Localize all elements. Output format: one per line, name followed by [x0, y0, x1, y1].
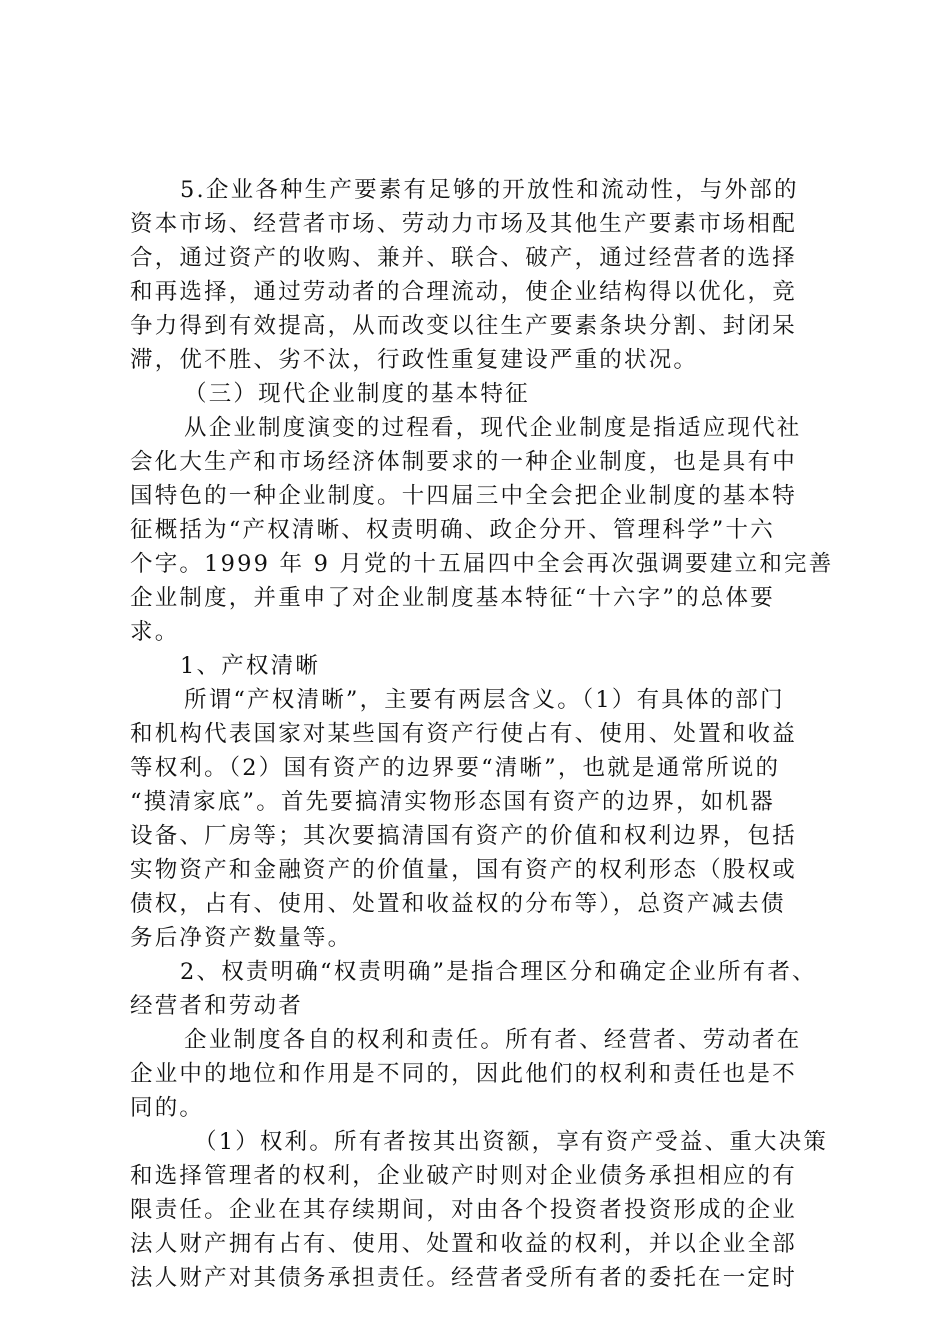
body-text [130, 173, 834, 1295]
rights-paragraph-line: 法人财产拥有占有、使用、处置和收益的权利，并以企业全部 [130, 1231, 797, 1257]
property-rights-line: 债权，占有、使用、处置和收益权的分布等），总资产减去债 [130, 891, 786, 917]
section-intro-line: 个字。1999 年 9 月党的十五届四中全会再次强调要建立和完善 [130, 551, 834, 577]
section-intro-line: 会化大生产和市场经济体制要求的一种企业制度，也是具有中 [130, 449, 797, 475]
paragraph-5-line: 和再选择，通过劳动者的合理流动，使企业结构得以优化，竞 [130, 279, 797, 305]
rights-paragraph-line: 和选择管理者的权利，企业破产时则对企业债务承担相应的有 [130, 1163, 797, 1189]
rights-responsibilities-line: 企业中的地位和作用是不同的，因此他们的权利和责任也是不 [130, 1061, 797, 1087]
property-rights-line: 设备、厂房等；其次要搞清国有资产的价值和权利边界，包括 [130, 823, 797, 849]
paragraph-5-line: 5.企业各种生产要素有足够的开放性和流动性，与外部的 [180, 177, 799, 203]
paragraph-5-line: 滞，优不胜、劣不汰，行政性重复建设严重的状况。 [130, 347, 699, 373]
paragraph-5-line: 合，通过资产的收购、兼并、联合、破产，通过经营者的选择 [130, 245, 797, 271]
property-rights-line: 等权利。（2）国有资产的边界要“清晰”，也就是通常所说的 [130, 755, 781, 781]
subheading-rights-responsibilities-cont: 经营者和劳动者 [130, 993, 303, 1019]
section-intro-line: 求。 [130, 619, 180, 645]
rights-paragraph-line: 法人财产对其债务承担责任。经营者受所有者的委托在一定时 [130, 1265, 797, 1291]
section-heading: （三）现代企业制度的基本特征 [184, 381, 530, 407]
section-intro-line: 国特色的一种企业制度。十四届三中全会把企业制度的基本特 [130, 483, 797, 509]
paragraph-5-line: 争力得到有效提高，从而改变以往生产要素条块分割、封闭呆 [130, 313, 797, 339]
rights-responsibilities-line: 企业制度各自的权利和责任。所有者、经营者、劳动者在 [184, 1027, 802, 1053]
section-intro-line: 从企业制度演变的过程看，现代企业制度是指适应现代社 [184, 415, 802, 441]
subheading-property-rights: 1、产权清晰 [180, 653, 321, 679]
subheading-rights-responsibilities: 2、权责明确“权责明确”是指合理区分和确定企业所有者、 [180, 959, 817, 985]
paragraph-5-line: 资本市场、经营者市场、劳动力市场及其他生产要素市场相配 [130, 211, 797, 237]
rights-responsibilities-line: 同的。 [130, 1095, 205, 1121]
rights-paragraph-line: 限责任。企业在其存续期间，对由各个投资者投资形成的企业 [130, 1197, 797, 1223]
rights-paragraph-line: （1）权利。所有者按其出资额，享有资产受益、重大决策 [194, 1129, 829, 1155]
property-rights-line: 和机构代表国家对某些国有资产行使占有、使用、处置和收益 [130, 721, 797, 747]
property-rights-line: 务后净资产数量等。 [130, 925, 353, 951]
section-intro-line: 企业制度，并重申了对企业制度基本特征“十六字”的总体要 [130, 585, 775, 611]
section-intro-line: 征概括为“产权清晰、权责明确、政企分开、管理科学”十六 [130, 517, 775, 543]
property-rights-line: 所谓“产权清晰”，主要有两层含义。（1）有具体的部门 [184, 687, 785, 713]
property-rights-line: “摸清家底”。首先要搞清实物形态国有资产的边界，如机器 [130, 789, 775, 815]
property-rights-line: 实物资产和金融资产的价值量，国有资产的权利形态（股权或 [130, 857, 797, 883]
